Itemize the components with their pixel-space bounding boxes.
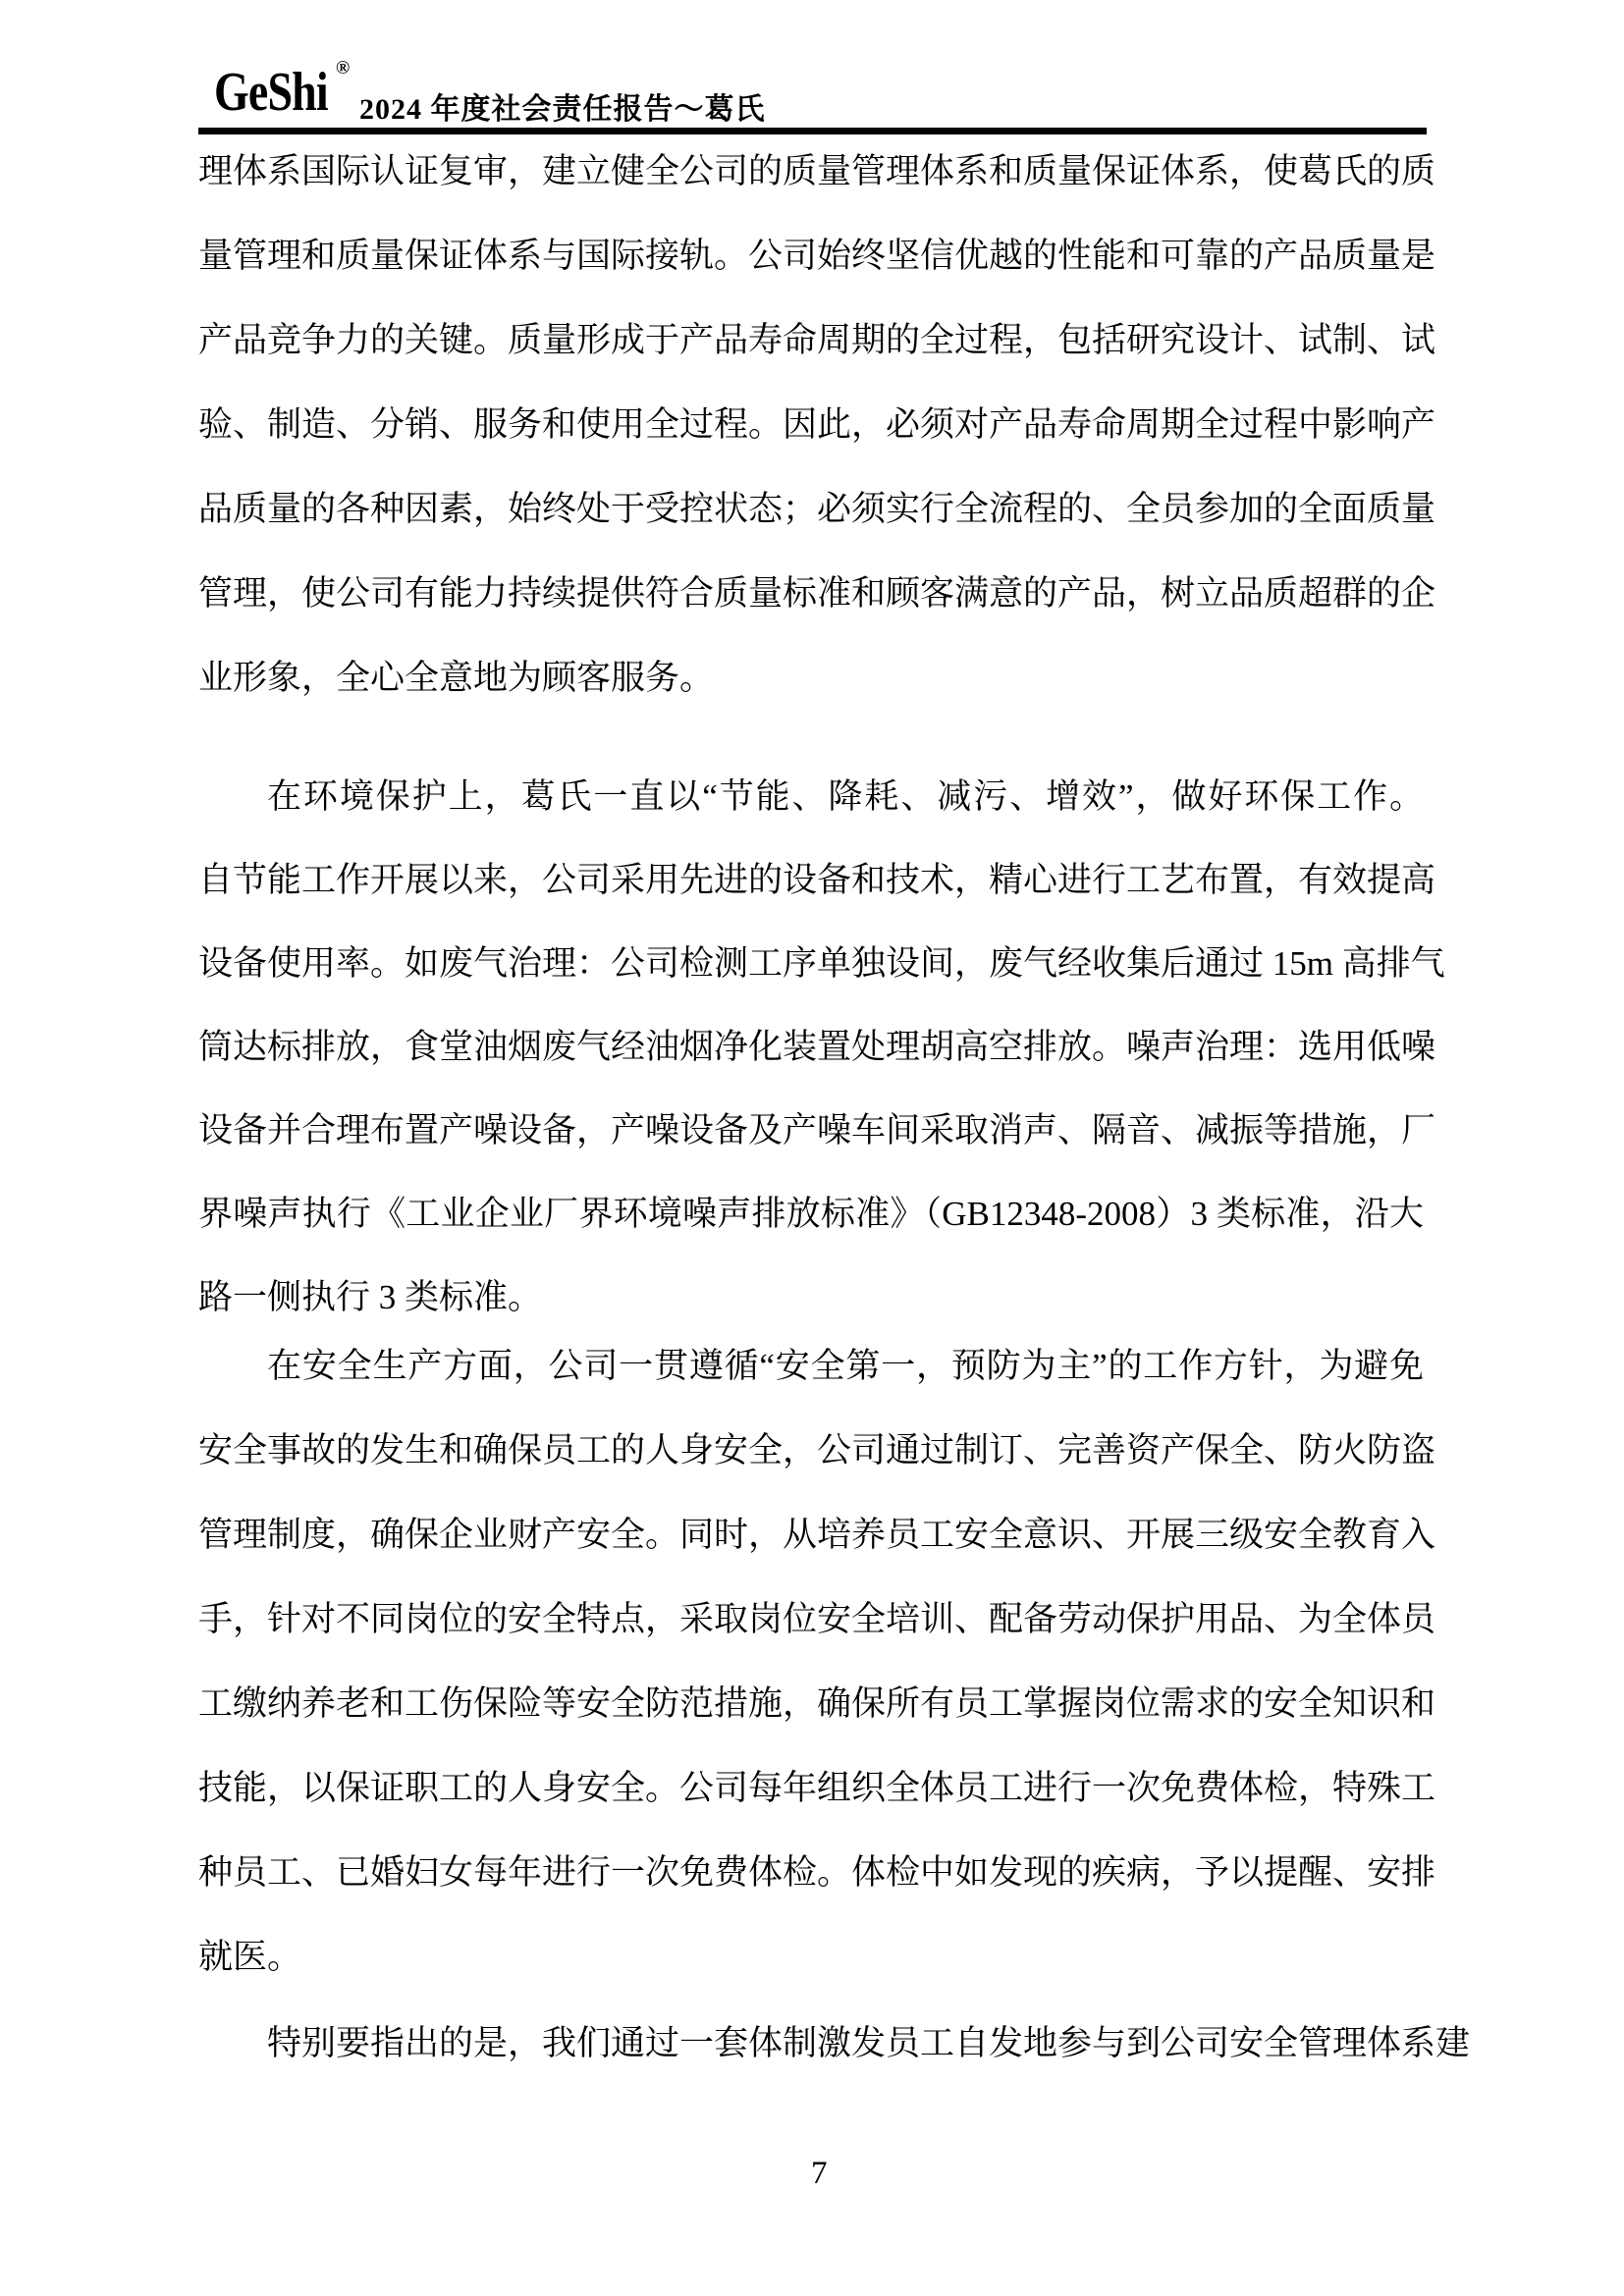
text-line: 业形象，全心全意地为顾客服务。: [198, 659, 715, 697]
text-line: 管理制度，确保企业财产安全。同时，从培养员工安全意识、开展三级安全教育入: [198, 1516, 1436, 1554]
report-header-title: 2024 年度社会责任报告～葛氏: [359, 93, 766, 126]
text-line: 自节能工作开展以来，公司采用先进的设备和技术，精心进行工艺布置，有效提高: [198, 861, 1436, 899]
paragraph-safety-system: [198, 2002, 1471, 2086]
text-line: 安全事故的发生和确保员工的人身安全，公司通过制订、完善资产保全、防火防盗: [198, 1431, 1436, 1469]
document-body: [198, 130, 1471, 2086]
text-line: 设备并合理布置产噪设备，产噪设备及产噪车间采取消声、隔音、减振等措施，厂: [198, 1111, 1436, 1149]
text-line: 技能，以保证职工的人身安全。公司每年组织全体员工进行一次免费体检，特殊工: [198, 1769, 1436, 1807]
text-line: 种员工、已婚妇女每年进行一次免费体检。体检中如发现的疾病，予以提醒、安排: [198, 1853, 1436, 1892]
text-line: 理体系国际认证复审，建立健全公司的质量管理体系和质量保证体系，使葛氏的质: [198, 152, 1436, 190]
text-line: 产品竞争力的关键。质量形成于产品寿命周期的全过程，包括研究设计、试制、试: [198, 321, 1436, 359]
text-line: 在安全生产方面，公司一贯遵循“安全第一，预防为主”的工作方针，为避免: [267, 1347, 1424, 1385]
text-line: 手，针对不同岗位的安全特点，采取岗位安全培训、配备劳动保护用品、为全体员: [198, 1600, 1436, 1638]
text-line: 品质量的各种因素，始终处于受控状态；必须实行全流程的、全员参加的全面质量: [198, 490, 1436, 528]
paragraph-quality-management: [198, 130, 1436, 721]
text-line: 在环境保护上，葛氏一直以“节能、降耗、减污、增效”，做好环保工作。: [267, 777, 1424, 816]
registered-trademark-icon: ®: [336, 58, 351, 79]
text-line: 界噪声执行《工业企业厂界环境噪声排放标准》（GB12348-2008）3 类标准，沿大: [198, 1195, 1424, 1233]
paragraph-environment-protection: [198, 755, 1445, 1339]
text-line: 设备使用率。如废气治理：公司检测工序单独设间，废气经收集后通过 15m 高排气: [198, 944, 1445, 983]
text-line: 量管理和质量保证体系与国际接轨。公司始终坚信优越的性能和可靠的产品质量是: [198, 237, 1436, 275]
text-line: 特别要指出的是，我们通过一套体制激发员工自发地参与到公司安全管理体系建: [267, 2024, 1471, 2062]
text-line: 就医。: [198, 1938, 302, 1976]
paragraph-work-safety: [198, 1324, 1436, 2000]
text-line: 筒达标排放，食堂油烟废气经油烟净化装置处理胡高空排放。噪声治理：选用低噪: [198, 1028, 1436, 1066]
text-line: 工缴纳养老和工伤保险等安全防范措施，确保所有员工掌握岗位需求的安全知识和: [198, 1684, 1436, 1723]
company-logo: GeShi: [214, 62, 328, 123]
text-line: 验、制造、分销、服务和使用全过程。因此，必须对产品寿命周期全过程中影响产: [198, 405, 1436, 444]
text-line: 路一侧执行 3 类标准。: [198, 1278, 543, 1316]
page-number: 7: [811, 2156, 828, 2191]
text-line: 管理，使公司有能力持续提供符合质量标准和顾客满意的产品，树立品质超群的企: [198, 574, 1436, 613]
